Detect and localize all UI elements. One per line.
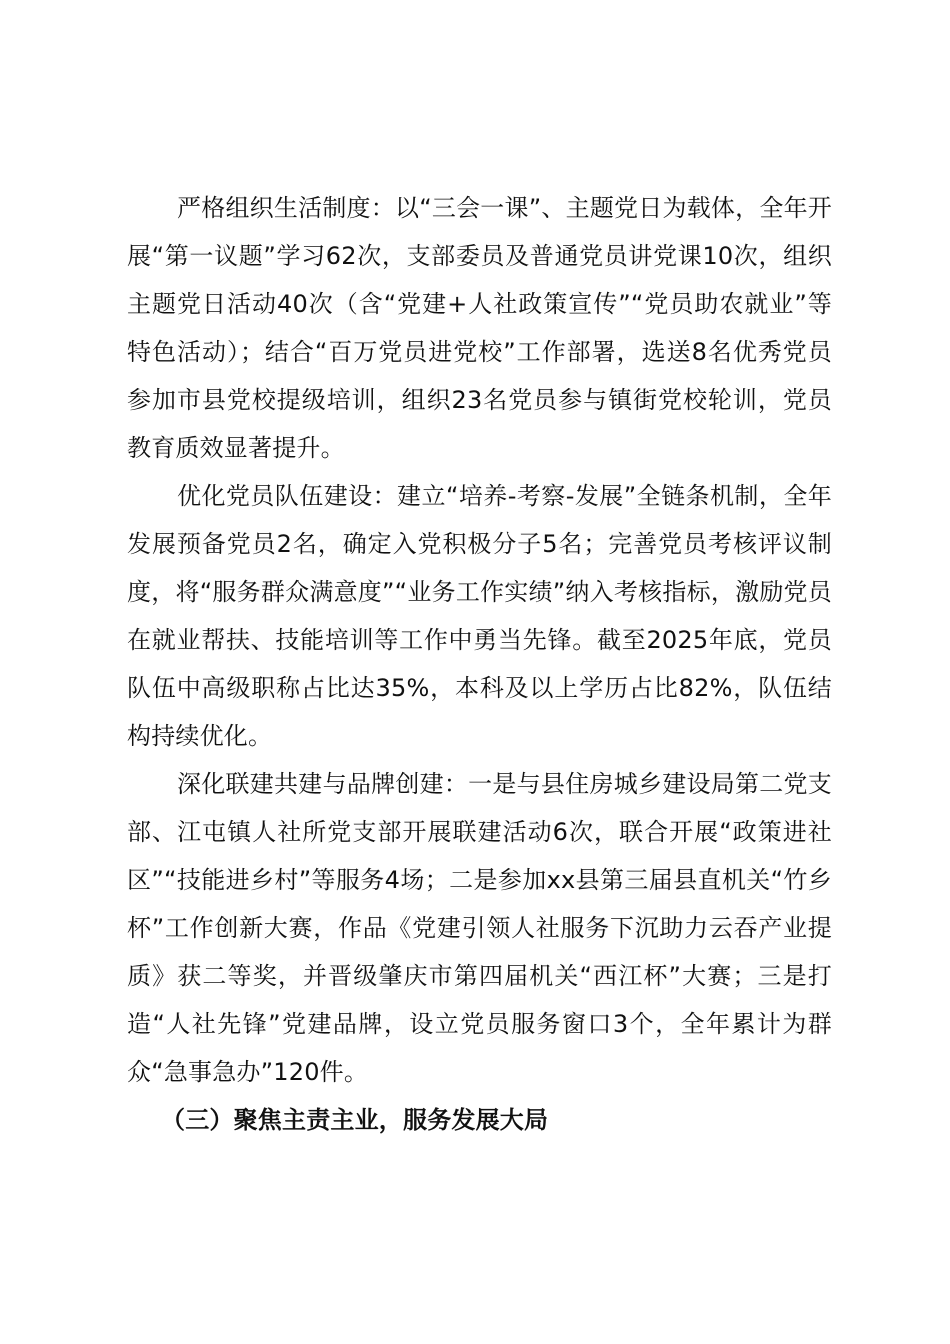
paragraph-organizational-life: 严格组织生活制度：以“三会一课”、主题党日为载体，全年开展“第一议题”学习62次，支部委员及普通党员讲党课10次，组织主题党日活动40次（含“党建+人社政策宣传”“党员助农就业”等特色活动）；结合“百万党员进党校”工作部署，选送8名优秀党员参加市县党校提级培训，组织23名党员参与镇街党校轮训，党员教育质效显著提升。 [127, 194, 832, 462]
section-heading: （三）聚焦主责主业，服务发展大局 [161, 1106, 549, 1134]
document-page [127, 184, 832, 1144]
paragraph-joint-building-brand: 深化联建共建与品牌创建：一是与县住房城乡建设局第二党支部、江屯镇人社所党支部开展联建活动6次，联合开展“政策进社区”“技能进乡村”等服务4场；二是参加xx县第三届县直机关“竹乡杯”工作创新大赛，作品《党建引领人社服务下沉助力云吞产业提质》获二等奖，并晋级肇庆市第四届机关“西江杯”大赛；三是打造“人社先锋”党建品牌，设立党员服务窗口3个，全年累计为群众“急事急办”120件。 [127, 770, 832, 1086]
paragraph-party-team-building: 优化党员队伍建设：建立“培养-考察-发展”全链条机制，全年发展预备党员2名，确定入党积极分子5名；完善党员考核评议制度，将“服务群众满意度”“业务工作实绩”纳入考核指标，激励党员在就业帮扶、技能培训等工作中勇当先锋。截至2025年底，党员队伍中高级职称占比达35%，本科及以上学历占比82%，队伍结构持续优化。 [127, 482, 832, 750]
